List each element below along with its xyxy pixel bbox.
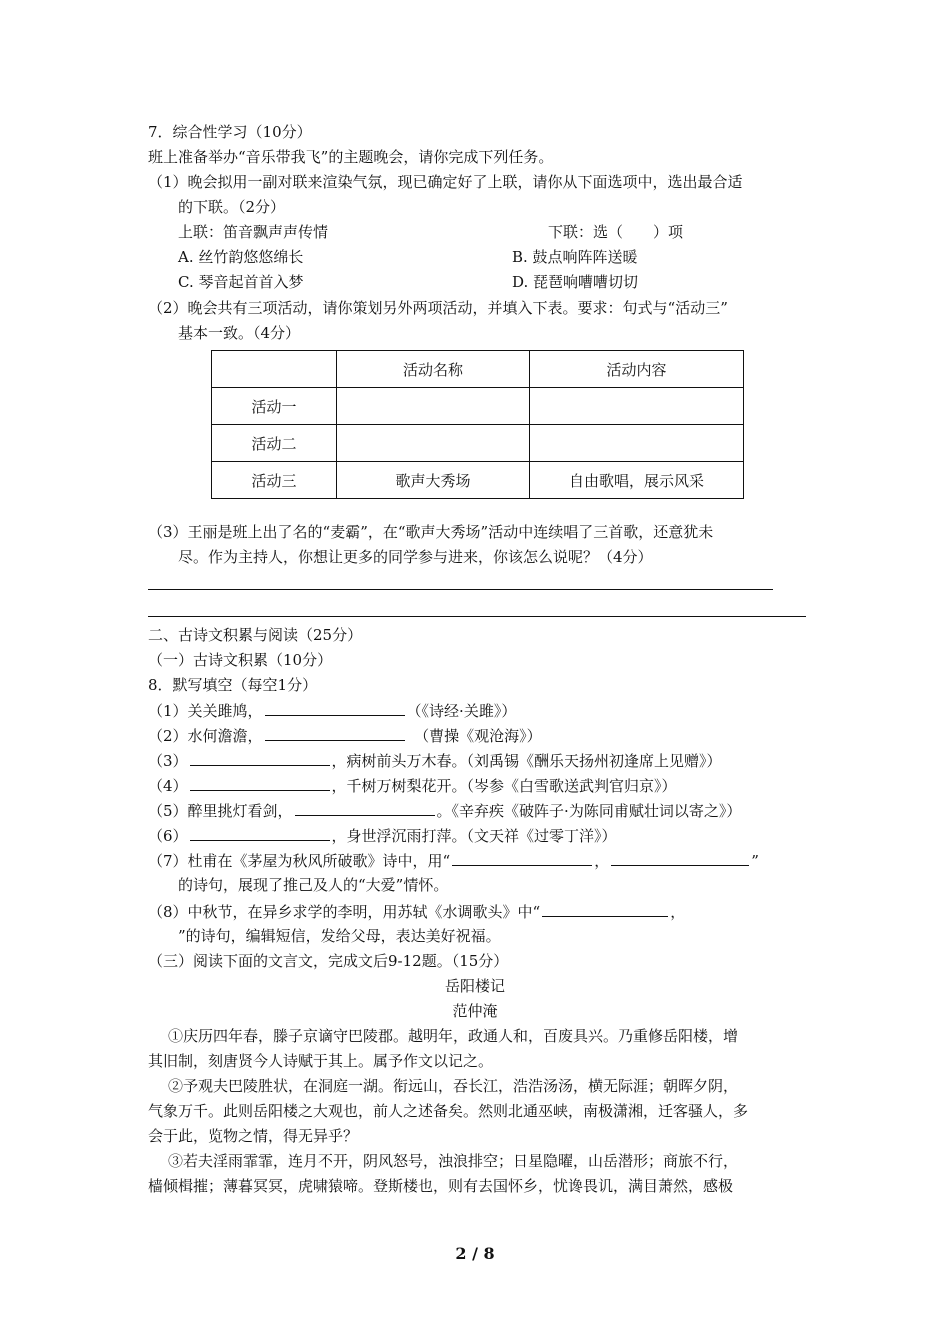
fill-item-7 <box>148 850 759 871</box>
answer-line[interactable] <box>148 589 773 590</box>
table-header-row <box>212 351 744 388</box>
fill-blank[interactable] <box>190 775 330 791</box>
option-c: C. 琴音起首首入梦 <box>178 273 304 291</box>
q7-part3-line2: 尽。作为主持人，你想让更多的同学参与进来，你该怎么说呢？（4分） <box>178 548 653 566</box>
fill-blank[interactable] <box>295 800 435 816</box>
essay-paragraph-3-line2: 樯倾楫摧；薄暮冥冥，虎啸猿啼。登斯楼也，则有去国怀乡，忧谗畏讥，满目萧然，感极 <box>148 1177 734 1195</box>
fill-blank[interactable] <box>611 850 749 866</box>
fill-text: （4） <box>148 777 188 795</box>
q7-part3-line1: （3）王丽是班上出了名的“麦霸”，在“歌声大秀场”活动中连续唱了三首歌，还意犹未 <box>148 523 714 541</box>
fill-item-1 <box>148 700 516 721</box>
fill-text: （曹操《观沧海》） <box>421 727 542 745</box>
fill-item-5 <box>148 800 741 821</box>
fill-text: （6） <box>148 827 188 845</box>
table-header-cell <box>212 351 337 388</box>
q7-part2-line1: （2）晚会共有三项活动，请你策划另外两项活动，并填入下表。要求：句式与“活动三” <box>148 299 728 317</box>
option-a: A. 丝竹韵悠悠绵长 <box>178 248 304 266</box>
table-row <box>212 425 744 462</box>
activity-table <box>211 350 744 499</box>
fill-item-4 <box>148 775 677 796</box>
q7-part1-line2: 的下联。（2分） <box>178 198 286 216</box>
fill-item-7-line2: 的诗句，展现了推己及人的“大爱”情怀。 <box>178 876 449 894</box>
q7-part1-line1: （1）晚会拟用一副对联来渲染气氛，现已确定好了上联，请你从下面选项中，选出最合适 <box>148 173 743 191</box>
couplet-lower: 下联：选（ ）项 <box>548 223 684 241</box>
fill-text: ，千树万树梨花开。（岑参《白雪歌送武判官归京》） <box>331 777 677 795</box>
table-cell[interactable] <box>530 388 744 425</box>
essay-paragraph-1-line2: 其旧制，刻唐贤今人诗赋于其上。属予作文以记之。 <box>148 1052 494 1070</box>
fill-text: （3） <box>148 752 188 770</box>
fill-blank[interactable] <box>190 825 330 841</box>
essay-paragraph-2-line1: ②予观夫巴陵胜状，在洞庭一湖。衔远山，吞长江，浩浩汤汤，横无际涯；朝晖夕阴， <box>168 1077 739 1095</box>
q7-intro: 班上准备举办“音乐带我飞”的主题晚会，请你完成下列任务。 <box>148 148 554 166</box>
table-cell: 活动三 <box>212 462 337 499</box>
fill-text: （《诗经·关雎》） <box>406 702 517 720</box>
table-cell: 活动一 <box>212 388 337 425</box>
fill-item-3 <box>148 750 722 771</box>
fill-text: （5）醉里挑灯看剑， <box>148 802 293 820</box>
subsection1-title: （一）古诗文积累（10分） <box>148 651 333 669</box>
table-cell[interactable] <box>337 388 530 425</box>
table-cell: 自由歌唱，展示风采 <box>530 462 744 499</box>
q7-part2-line2: 基本一致。（4分） <box>178 324 301 342</box>
couplet-upper: 上联：笛音飘声声传情 <box>178 223 329 241</box>
table-cell[interactable] <box>337 425 530 462</box>
essay-paragraph-3-line1: ③若夫淫雨霏霏，连月不开，阴风怒号，浊浪排空；日星隐曜，山岳潜形；商旅不行， <box>168 1152 739 1170</box>
q8-title: 8．默写填空（每空1分） <box>148 676 318 694</box>
fill-text: 。《辛弃疾《破阵子·为陈同甫赋壮词以寄之》） <box>436 802 742 820</box>
fill-item-6 <box>148 825 617 846</box>
page-number: 2 / 8 <box>455 1244 495 1263</box>
table-row <box>212 462 744 499</box>
fill-item-8 <box>148 901 685 922</box>
fill-blank[interactable] <box>452 850 592 866</box>
q7-title: 7．综合性学习（10分） <box>148 123 312 141</box>
fill-text: ， <box>594 852 610 870</box>
section2-title: 二、古诗文积累与阅读（25分） <box>148 626 363 644</box>
essay-paragraph-2-line2: 气象万千。此则岳阳楼之大观也，前人之述备矣。然则北通巫峡，南极潇湘，迁客骚人，多 <box>148 1102 749 1120</box>
fill-text: （7）杜甫在《茅屋为秋风所破歌》诗中，用“ <box>148 852 451 870</box>
essay-paragraph-2-line3: 会于此，览物之情，得无异乎？ <box>148 1127 359 1145</box>
fill-blank[interactable] <box>265 725 405 741</box>
table-row <box>212 388 744 425</box>
fill-text: （1）关关雎鸠， <box>148 702 263 720</box>
essay-title: 岳阳楼记 <box>444 977 505 995</box>
fill-item-2 <box>148 725 542 746</box>
fill-text: ” <box>751 852 759 870</box>
fill-blank[interactable] <box>265 700 405 716</box>
fill-text: ，身世浮沉雨打萍。（文天祥《过零丁洋》） <box>331 827 617 845</box>
fill-text: （8）中秋节，在异乡求学的李明，用苏轼《水调歌头》中“ <box>148 903 541 921</box>
fill-item-8-line2: ”的诗句，编辑短信，发给父母，表达美好祝福。 <box>178 927 501 945</box>
table-header-cell: 活动内容 <box>530 351 744 388</box>
fill-text: ， <box>670 903 686 921</box>
table-header-cell: 活动名称 <box>337 351 530 388</box>
table-cell: 歌声大秀场 <box>337 462 530 499</box>
table-cell: 活动二 <box>212 425 337 462</box>
fill-text: ，病树前头万木春。（刘禹锡《酬乐天扬州初逢席上见赠》） <box>331 752 722 770</box>
essay-author: 范仲淹 <box>452 1002 498 1020</box>
answer-line[interactable] <box>148 616 806 617</box>
fill-text: （2）水何澹澹， <box>148 727 263 745</box>
fill-blank[interactable] <box>190 750 330 766</box>
option-b: B. 鼓点响阵阵送暖 <box>512 248 638 266</box>
fill-blank[interactable] <box>542 901 668 917</box>
subsection3-title: （三）阅读下面的文言文，完成文后9-12题。（15分） <box>148 952 509 970</box>
table-cell[interactable] <box>530 425 744 462</box>
essay-paragraph-1-line1: ①庆历四年春，滕子京谪守巴陵郡。越明年，政通人和，百废具兴。乃重修岳阳楼，增 <box>168 1027 739 1045</box>
option-d: D. 琵琶响嘈嘈切切 <box>512 273 639 291</box>
